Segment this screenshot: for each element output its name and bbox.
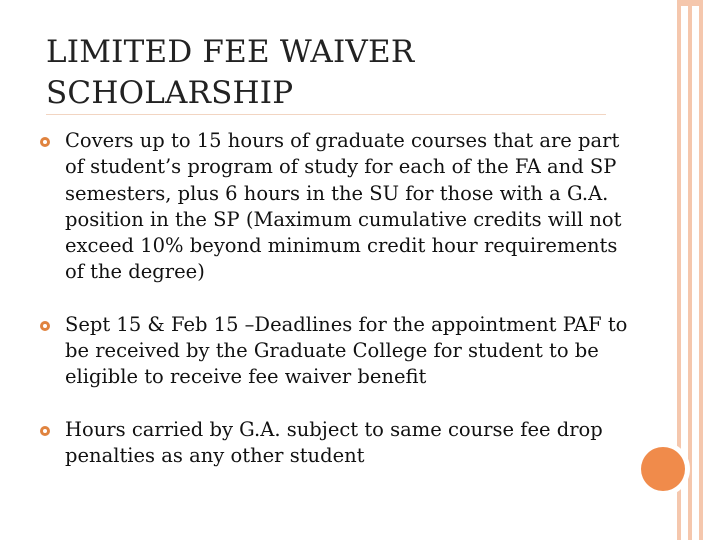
slide-title-line-2: SCHOLARSHIP: [46, 75, 294, 111]
bullet-ring-icon: [40, 137, 50, 147]
bullet-ring-icon: [40, 321, 50, 331]
bullet-list: [40, 128, 640, 469]
bullet-item: [40, 312, 640, 391]
decorative-circle: [641, 447, 685, 491]
decorative-border-bar: [699, 0, 703, 540]
bullet-text: Covers up to 15 hours of graduate courses that are part of student’s program of study for each of the FA and SP semesters, plus 6 hours in the SU for those with a G.A. position in the SP (Maximum cumulative credits will not exceed 10% beyond minimum credit hour requirements of the degree): [65, 129, 622, 284]
decorative-border-bar: [688, 0, 692, 540]
bullet-text: Sept 15 & Feb 15 –Deadlines for the appointment PAF to be received by the Graduate College for student to be eligible to receive fee waiver benefit: [65, 312, 628, 389]
slide-title-line-1: LIMITED FEE WAIVER: [46, 34, 415, 70]
bullet-item: [40, 417, 640, 470]
bullet-ring-icon: [40, 426, 50, 436]
slide-title: [46, 32, 646, 114]
bullet-text: Hours carried by G.A. subject to same course fee drop penalties as any other student: [65, 417, 603, 467]
title-divider: [46, 114, 606, 115]
bullet-item: [40, 128, 640, 286]
